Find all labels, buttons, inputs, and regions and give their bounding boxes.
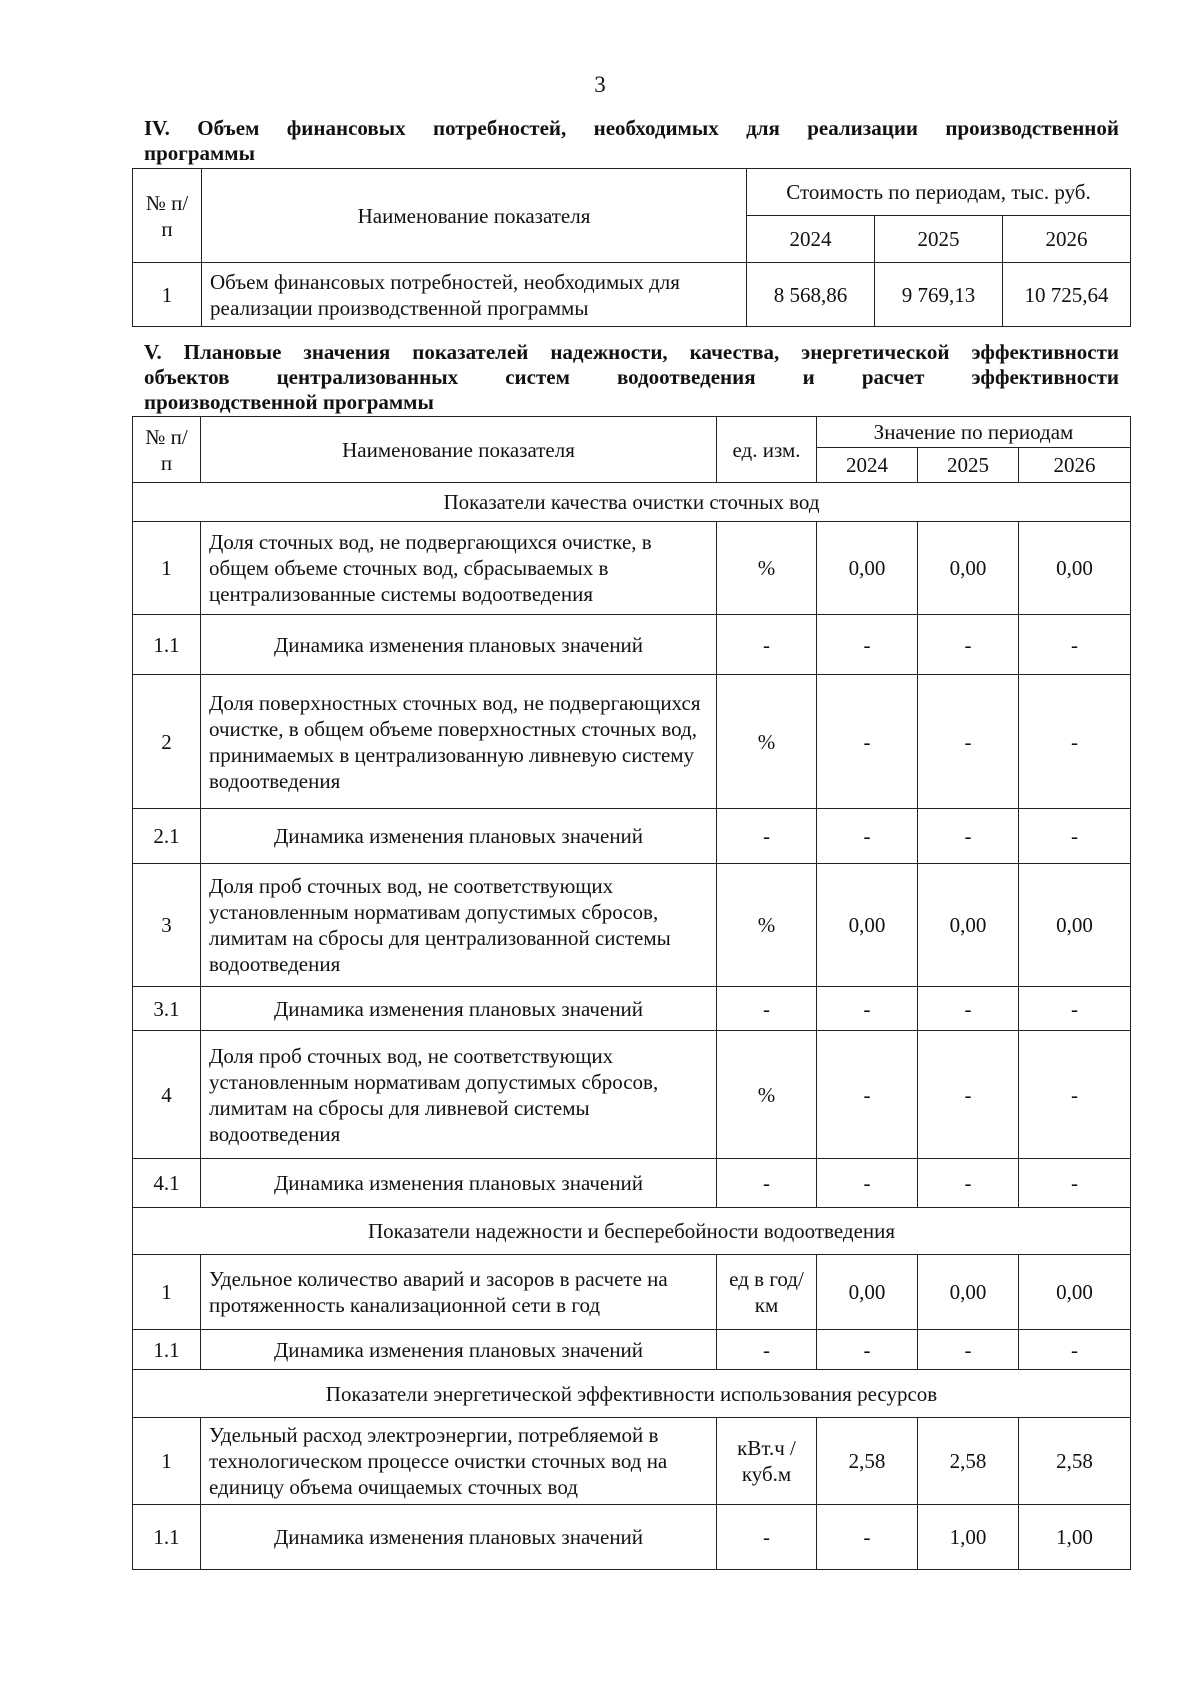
- row-value: 0,00: [817, 864, 918, 987]
- financial-needs-table: [132, 168, 1131, 327]
- page-number: 3: [594, 72, 606, 97]
- row-value: 0,00: [918, 864, 1019, 987]
- row-value: -: [1019, 1330, 1131, 1370]
- section-5-title-line-1: V. Плановые значения показателей надежности, качества, энергетической эффективности: [144, 340, 1119, 364]
- row-value: 1,00: [1019, 1505, 1131, 1570]
- row-unit: -: [717, 987, 817, 1031]
- row-value: 2,58: [817, 1418, 918, 1505]
- year-header: 2024: [817, 448, 918, 483]
- section-5-title: [144, 340, 1119, 415]
- header-name: Наименование показателя: [202, 169, 747, 263]
- row-name: Динамика изменения плановых значений: [201, 809, 717, 864]
- row-number: 1.1: [133, 1330, 201, 1370]
- section-5-title-line-3: производственной программы: [144, 390, 434, 414]
- row-unit: -: [717, 1159, 817, 1208]
- row-number: 2: [133, 675, 201, 809]
- header-periods: Значение по периодам: [817, 417, 1131, 448]
- year-header: 2026: [1003, 216, 1131, 263]
- row-unit: -: [717, 1330, 817, 1370]
- row-unit: кВт.ч / куб.м: [717, 1418, 817, 1505]
- row-value: 8 568,86: [747, 263, 875, 327]
- row-number: 1: [133, 263, 202, 327]
- table-row: [133, 864, 1131, 987]
- table-row: [133, 1330, 1131, 1370]
- row-value: 0,00: [1019, 1255, 1131, 1330]
- row-value: -: [918, 1330, 1019, 1370]
- row-value: 0,00: [817, 1255, 918, 1330]
- row-unit: -: [717, 1505, 817, 1570]
- table-row: [133, 809, 1131, 864]
- table-row: [133, 1031, 1131, 1159]
- row-value: -: [817, 987, 918, 1031]
- group-title: Показатели надежности и бесперебойности водоотведения: [133, 1208, 1131, 1255]
- indicators-table: [132, 416, 1131, 1570]
- row-name: Динамика изменения плановых значений: [201, 1330, 717, 1370]
- row-value: 10 725,64: [1003, 263, 1131, 327]
- table-row: [133, 675, 1131, 809]
- group-title: Показатели энергетической эффективности использования ресурсов: [133, 1370, 1131, 1418]
- row-value: -: [918, 675, 1019, 809]
- row-value: -: [1019, 1159, 1131, 1208]
- table-row: [133, 615, 1131, 675]
- table-row: [133, 1505, 1131, 1570]
- row-value: 9 769,13: [875, 263, 1003, 327]
- group-title: Показатели качества очистки сточных вод: [133, 483, 1131, 522]
- row-value: -: [1019, 987, 1131, 1031]
- table-row: [133, 1418, 1131, 1505]
- row-number: 1.1: [133, 615, 201, 675]
- row-value: -: [918, 615, 1019, 675]
- header-cost: Стоимость по периодам, тыс. руб.: [747, 169, 1131, 216]
- row-value: 0,00: [918, 1255, 1019, 1330]
- row-name: Доля проб сточных вод, не соответствующих установленным нормативам допустимых сбросов, лимитам на сбросы для ливневой системы водоотведения: [201, 1031, 717, 1159]
- row-number: 1: [133, 1418, 201, 1505]
- row-unit: %: [717, 522, 817, 615]
- table-row: [133, 1255, 1131, 1330]
- row-value: 0,00: [918, 522, 1019, 615]
- row-name: Удельное количество аварий и засоров в расчете на протяженность канализационной сети в год: [201, 1255, 717, 1330]
- row-unit: %: [717, 864, 817, 987]
- table-row: [133, 522, 1131, 615]
- row-name: Объем финансовых потребностей, необходимых для реализации производственной программы: [202, 263, 747, 327]
- row-number: 1: [133, 1255, 201, 1330]
- row-value: -: [817, 1505, 918, 1570]
- row-value: -: [1019, 809, 1131, 864]
- section-4-title-line-1: IV. Объем финансовых потребностей, необходимых для реализации производственной: [144, 116, 1119, 140]
- row-name: Доля проб сточных вод, не соответствующих установленным нормативам допустимых сбросов, лимитам на сбросы для централизованной системы водоотведения: [201, 864, 717, 987]
- row-value: 0,00: [1019, 522, 1131, 615]
- year-header: 2025: [875, 216, 1003, 263]
- row-value: -: [1019, 675, 1131, 809]
- section-4-title: [144, 116, 1119, 166]
- row-unit: -: [717, 809, 817, 864]
- row-unit: %: [717, 675, 817, 809]
- row-name: Динамика изменения плановых значений: [201, 615, 717, 675]
- row-number: 3.1: [133, 987, 201, 1031]
- row-value: 0,00: [1019, 864, 1131, 987]
- header-name: Наименование показателя: [201, 417, 717, 483]
- table-row: [133, 987, 1131, 1031]
- row-number: 4.1: [133, 1159, 201, 1208]
- year-header: 2024: [747, 216, 875, 263]
- row-value: -: [817, 615, 918, 675]
- row-value: -: [918, 1159, 1019, 1208]
- row-value: -: [918, 809, 1019, 864]
- row-unit: %: [717, 1031, 817, 1159]
- row-value: 2,58: [918, 1418, 1019, 1505]
- table-row: [133, 263, 1131, 327]
- row-value: -: [817, 809, 918, 864]
- row-value: -: [817, 1159, 918, 1208]
- row-number: 2.1: [133, 809, 201, 864]
- row-unit: ед в год/ км: [717, 1255, 817, 1330]
- row-unit: -: [717, 615, 817, 675]
- row-value: 1,00: [918, 1505, 1019, 1570]
- row-value: -: [918, 987, 1019, 1031]
- row-name: Динамика изменения плановых значений: [201, 1505, 717, 1570]
- row-name: Доля сточных вод, не подвергающихся очистке, в общем объеме сточных вод, сбрасываемых в централизованные системы водоотведения: [201, 522, 717, 615]
- year-header: 2025: [918, 448, 1019, 483]
- header-unit: ед. изм.: [717, 417, 817, 483]
- year-header: 2026: [1019, 448, 1131, 483]
- row-name: Удельный расход электроэнергии, потребляемой в технологическом процессе очистки сточных вод на единицу объема очищаемых сточных вод: [201, 1418, 717, 1505]
- row-name: Динамика изменения плановых значений: [201, 987, 717, 1031]
- row-value: -: [1019, 1031, 1131, 1159]
- header-no: № п/п: [133, 417, 201, 483]
- row-number: 1: [133, 522, 201, 615]
- row-value: -: [817, 1330, 918, 1370]
- row-name: Динамика изменения плановых значений: [201, 1159, 717, 1208]
- header-no: № п/п: [133, 169, 202, 263]
- section-5-title-line-2: объектов централизованных систем водоотведения и расчет эффективности: [144, 365, 1119, 389]
- row-name: Доля поверхностных сточных вод, не подвергающихся очистке, в общем объеме поверхностных сточных вод, принимаемых в централизованную ливневую систему водоотведения: [201, 675, 717, 809]
- row-number: 1.1: [133, 1505, 201, 1570]
- row-number: 3: [133, 864, 201, 987]
- row-value: -: [918, 1031, 1019, 1159]
- row-value: -: [1019, 615, 1131, 675]
- row-value: -: [817, 1031, 918, 1159]
- row-value: 0,00: [817, 522, 918, 615]
- section-4-title-line-2: программы: [144, 141, 255, 165]
- row-value: 2,58: [1019, 1418, 1131, 1505]
- row-number: 4: [133, 1031, 201, 1159]
- row-value: -: [817, 675, 918, 809]
- table-row: [133, 1159, 1131, 1208]
